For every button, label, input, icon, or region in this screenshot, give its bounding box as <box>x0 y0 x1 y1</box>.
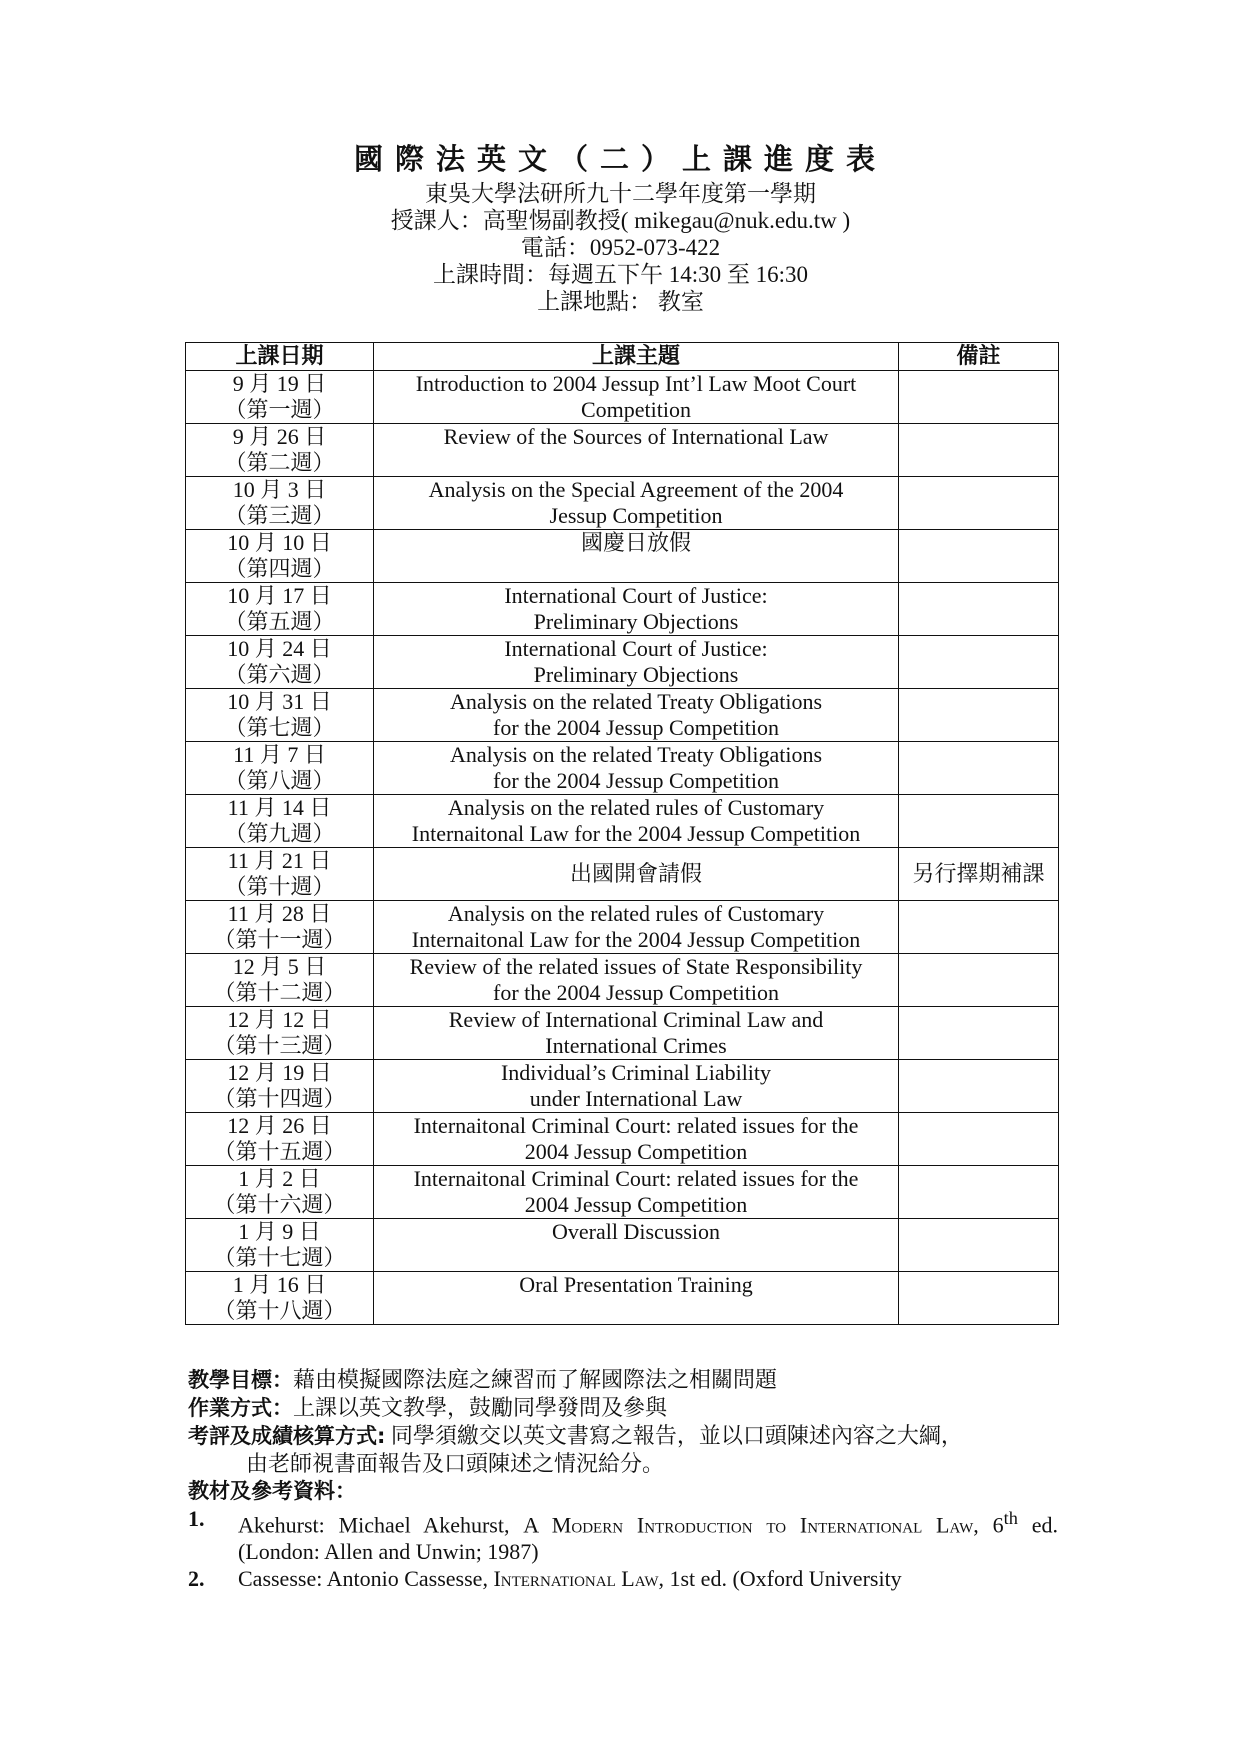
table-row <box>186 1113 1059 1166</box>
date-cell <box>186 1007 374 1060</box>
topic-cell <box>374 1060 899 1113</box>
col-header-note: 備註 <box>899 343 1059 371</box>
note-cell <box>899 689 1059 742</box>
topic-line: for the 2004 Jessup Competition <box>493 768 779 793</box>
table-row <box>186 742 1059 795</box>
topic-line: Analysis on the related rules of Customary <box>447 901 825 926</box>
reference-publisher: ed. (London: Allen and Unwin; 1987) <box>238 1512 1059 1565</box>
class-date: 11 月 28 日 <box>227 901 332 926</box>
topic-line: 2004 Jessup Competition <box>524 1139 748 1164</box>
reference-edition: , 6 <box>973 1512 1004 1538</box>
topic-cell <box>374 636 899 689</box>
topic-cell <box>374 1007 899 1060</box>
instructor-line: 授課人：高聖惕副教授( mikegau@nuk.edu.tw ) <box>390 208 851 233</box>
class-date: 11 月 21 日 <box>227 848 332 873</box>
reference-author: Cassesse: Antonio Cassesse, <box>238 1566 494 1592</box>
topic-line: Individual’s Criminal Liability <box>500 1060 772 1085</box>
topic-line: under International Law <box>529 1086 743 1111</box>
note-cell <box>899 1219 1059 1272</box>
topic-cell <box>374 1272 899 1325</box>
topic-line: for the 2004 Jessup Competition <box>493 980 779 1005</box>
class-date: 12 月 12 日 <box>227 1007 332 1032</box>
table-row <box>186 424 1059 477</box>
topic-line: International Court of Justice: <box>504 583 768 608</box>
table-row <box>186 689 1059 742</box>
class-date: 1 月 9 日 <box>238 1219 321 1244</box>
reference-number: 1. <box>188 1506 205 1531</box>
topic-line: Competition <box>581 397 691 422</box>
table-row <box>186 1060 1059 1113</box>
topic-line: International Court of Justice: <box>504 636 768 661</box>
topic-line: Internaitonal Law for the 2004 Jessup Competition <box>411 821 861 846</box>
class-date: 9 月 26 日 <box>232 424 327 449</box>
topic-cell <box>374 1166 899 1219</box>
date-cell <box>186 1219 374 1272</box>
week-label: （第八週） <box>224 768 335 793</box>
week-label: （第十週） <box>224 874 335 899</box>
class-time-line: 上課時間：每週五下午 14:30 至 16:30 <box>432 262 809 287</box>
class-date: 12 月 19 日 <box>227 1060 332 1085</box>
note-cell <box>899 1060 1059 1113</box>
topic-cell <box>374 1219 899 1272</box>
week-label: （第一週） <box>224 397 335 422</box>
topic-line: Analysis on the related Treaty Obligations <box>449 689 823 714</box>
table-row <box>186 795 1059 848</box>
class-place-line: 上課地點： 教室 <box>537 289 704 314</box>
assignment-method-text: 上課以英文教學，鼓勵同學發問及參與 <box>293 1395 668 1420</box>
reference-text <box>238 1565 1058 1592</box>
teaching-goal-text: 藉由模擬國際法庭之練習而了解國際法之相關問題 <box>293 1367 778 1392</box>
table-row <box>186 371 1059 424</box>
reference-edition-suffix: th <box>1003 1508 1018 1528</box>
date-cell <box>186 901 374 954</box>
week-label: （第十三週） <box>213 1033 346 1058</box>
topic-line: Internaitonal Criminal Court: related issues for the <box>413 1113 859 1138</box>
reference-item <box>188 1505 1058 1565</box>
date-cell <box>186 530 374 583</box>
table-row <box>186 477 1059 530</box>
topic-line: Introduction to 2004 Jessup Int’l Law Moot Court <box>415 371 857 396</box>
class-date: 10 月 10 日 <box>227 530 332 555</box>
note-cell <box>899 1007 1059 1060</box>
note-cell <box>899 954 1059 1007</box>
date-cell <box>186 1166 374 1219</box>
week-label: （第五週） <box>224 609 335 634</box>
reference-book-title: A Modern Introduction to International Law <box>523 1512 974 1538</box>
topic-line: Jessup Competition <box>549 503 723 528</box>
topic-line: 國慶日放假 <box>580 530 691 555</box>
col-header-date: 上課日期 <box>186 343 374 371</box>
date-cell <box>186 477 374 530</box>
grading-method <box>188 1422 1058 1450</box>
class-date: 10 月 31 日 <box>227 689 332 714</box>
table-row <box>186 1272 1059 1325</box>
topic-cell <box>374 583 899 636</box>
table-row <box>186 901 1059 954</box>
document-title: 國際法英文（二）上課進度表 <box>353 144 887 176</box>
week-label: （第十七週） <box>213 1245 346 1270</box>
assignment-method-label: 作業方式： <box>188 1396 293 1420</box>
week-label: （第十五週） <box>213 1139 346 1164</box>
date-cell <box>186 583 374 636</box>
table-row <box>186 954 1059 1007</box>
week-label: （第七週） <box>224 715 335 740</box>
grading-method-label: 考評及成績核算方式: <box>188 1424 386 1448</box>
week-label: （第六週） <box>224 662 335 687</box>
topic-line: Preliminary Objections <box>533 662 739 687</box>
date-cell <box>186 371 374 424</box>
assignment-method <box>188 1394 1058 1422</box>
class-date: 1 月 16 日 <box>232 1272 327 1297</box>
week-label: （第四週） <box>224 556 335 581</box>
class-date: 12 月 26 日 <box>227 1113 332 1138</box>
topic-line: Preliminary Objections <box>533 609 739 634</box>
week-label: （第十四週） <box>213 1086 346 1111</box>
school-term: 東吳大學法研所九十二學年度第一學期 <box>425 181 816 206</box>
class-date: 10 月 3 日 <box>232 477 327 502</box>
reference-item <box>188 1565 1058 1592</box>
table-row <box>186 636 1059 689</box>
topic-line: Analysis on the related Treaty Obligations <box>449 742 823 767</box>
topic-line: Internaitonal Criminal Court: related issues for the <box>413 1166 859 1191</box>
topic-cell <box>374 371 899 424</box>
reference-author: Akehurst: Michael Akehurst, <box>238 1512 524 1538</box>
table-row <box>186 1166 1059 1219</box>
date-cell <box>186 1113 374 1166</box>
reference-edition: , 1st ed. (Oxford University <box>658 1566 902 1592</box>
note-cell <box>899 795 1059 848</box>
date-cell <box>186 848 374 901</box>
week-label: （第九週） <box>224 821 335 846</box>
table-header-row <box>186 343 1059 371</box>
note-cell <box>899 636 1059 689</box>
class-date: 1 月 2 日 <box>238 1166 321 1191</box>
class-date: 9 月 19 日 <box>232 371 327 396</box>
col-header-topic: 上課主題 <box>374 343 899 371</box>
week-label: （第二週） <box>224 450 335 475</box>
week-label: （第十六週） <box>213 1192 346 1217</box>
topic-cell <box>374 1113 899 1166</box>
table-row <box>186 848 1059 901</box>
topic-line: for the 2004 Jessup Competition <box>493 715 779 740</box>
week-label: （第十八週） <box>213 1298 346 1323</box>
phone-line: 電話：0952-073-422 <box>520 235 721 260</box>
note-cell <box>899 424 1059 477</box>
class-date: 12 月 5 日 <box>232 954 327 979</box>
week-label: （第十一週） <box>213 927 346 952</box>
note-cell <box>899 1113 1059 1166</box>
class-date: 10 月 17 日 <box>227 583 332 608</box>
note-cell <box>899 901 1059 954</box>
topic-cell <box>374 689 899 742</box>
topic-line: Oral Presentation Training <box>519 1272 753 1297</box>
topic-cell <box>374 848 899 901</box>
document-header <box>0 140 1241 315</box>
topic-cell <box>374 742 899 795</box>
date-cell <box>186 1272 374 1325</box>
topic-cell <box>374 954 899 1007</box>
topic-cell <box>374 530 899 583</box>
topic-cell <box>374 424 899 477</box>
references-heading <box>188 1477 1058 1505</box>
grading-method-text: 同學須繳交以英文書寫之報告，並以口頭陳述內容之大綱， <box>385 1423 963 1448</box>
topic-line: Analysis on the related rules of Customary <box>447 795 825 820</box>
date-cell <box>186 742 374 795</box>
course-info <box>188 1366 1058 1592</box>
topic-cell <box>374 477 899 530</box>
note-cell <box>899 530 1059 583</box>
table-row <box>186 1007 1059 1060</box>
date-cell <box>186 954 374 1007</box>
topic-line: Overall Discussion <box>551 1219 721 1244</box>
topic-cell <box>374 795 899 848</box>
class-date: 11 月 14 日 <box>227 795 332 820</box>
note-cell: 另行擇期補課 <box>899 848 1059 901</box>
reference-number: 2. <box>188 1566 205 1592</box>
note-cell <box>899 1272 1059 1325</box>
class-date: 11 月 7 日 <box>233 742 326 767</box>
date-cell <box>186 795 374 848</box>
topic-line: International Crimes <box>545 1033 727 1058</box>
topic-line: 2004 Jessup Competition <box>524 1192 748 1217</box>
table-row <box>186 1219 1059 1272</box>
note-cell <box>899 371 1059 424</box>
references-label: 教材及參考資料： <box>188 1479 356 1503</box>
note-cell <box>899 1166 1059 1219</box>
date-cell <box>186 1060 374 1113</box>
note-cell <box>899 583 1059 636</box>
note-cell <box>899 742 1059 795</box>
topic-line: 出國開會請假 <box>569 861 702 886</box>
topic-line: Internaitonal Law for the 2004 Jessup Competition <box>411 927 861 952</box>
table-row <box>186 583 1059 636</box>
date-cell <box>186 689 374 742</box>
topic-line: Analysis on the Special Agreement of the 2004 <box>428 477 844 502</box>
reference-text <box>238 1505 1058 1565</box>
date-cell <box>186 636 374 689</box>
teaching-goal-label: 教學目標： <box>188 1368 293 1392</box>
topic-line: Review of the Sources of International Law <box>443 424 829 449</box>
schedule-table <box>185 342 1059 1325</box>
table-row <box>186 530 1059 583</box>
reference-list <box>188 1505 1058 1592</box>
date-cell <box>186 424 374 477</box>
grading-method-continued: 由老師視書面報告及口頭陳述之情況給分。 <box>246 1451 665 1476</box>
week-label: （第十二週） <box>213 980 346 1005</box>
schedule-body <box>186 371 1059 1325</box>
teaching-goal <box>188 1366 1058 1394</box>
class-date: 10 月 24 日 <box>227 636 332 661</box>
week-label: （第三週） <box>224 503 335 528</box>
note-cell <box>899 477 1059 530</box>
reference-book-title: International Law <box>493 1566 659 1592</box>
topic-line: Review of International Criminal Law and <box>448 1007 824 1032</box>
topic-cell <box>374 901 899 954</box>
topic-line: Review of the related issues of State Responsibility <box>409 954 863 979</box>
